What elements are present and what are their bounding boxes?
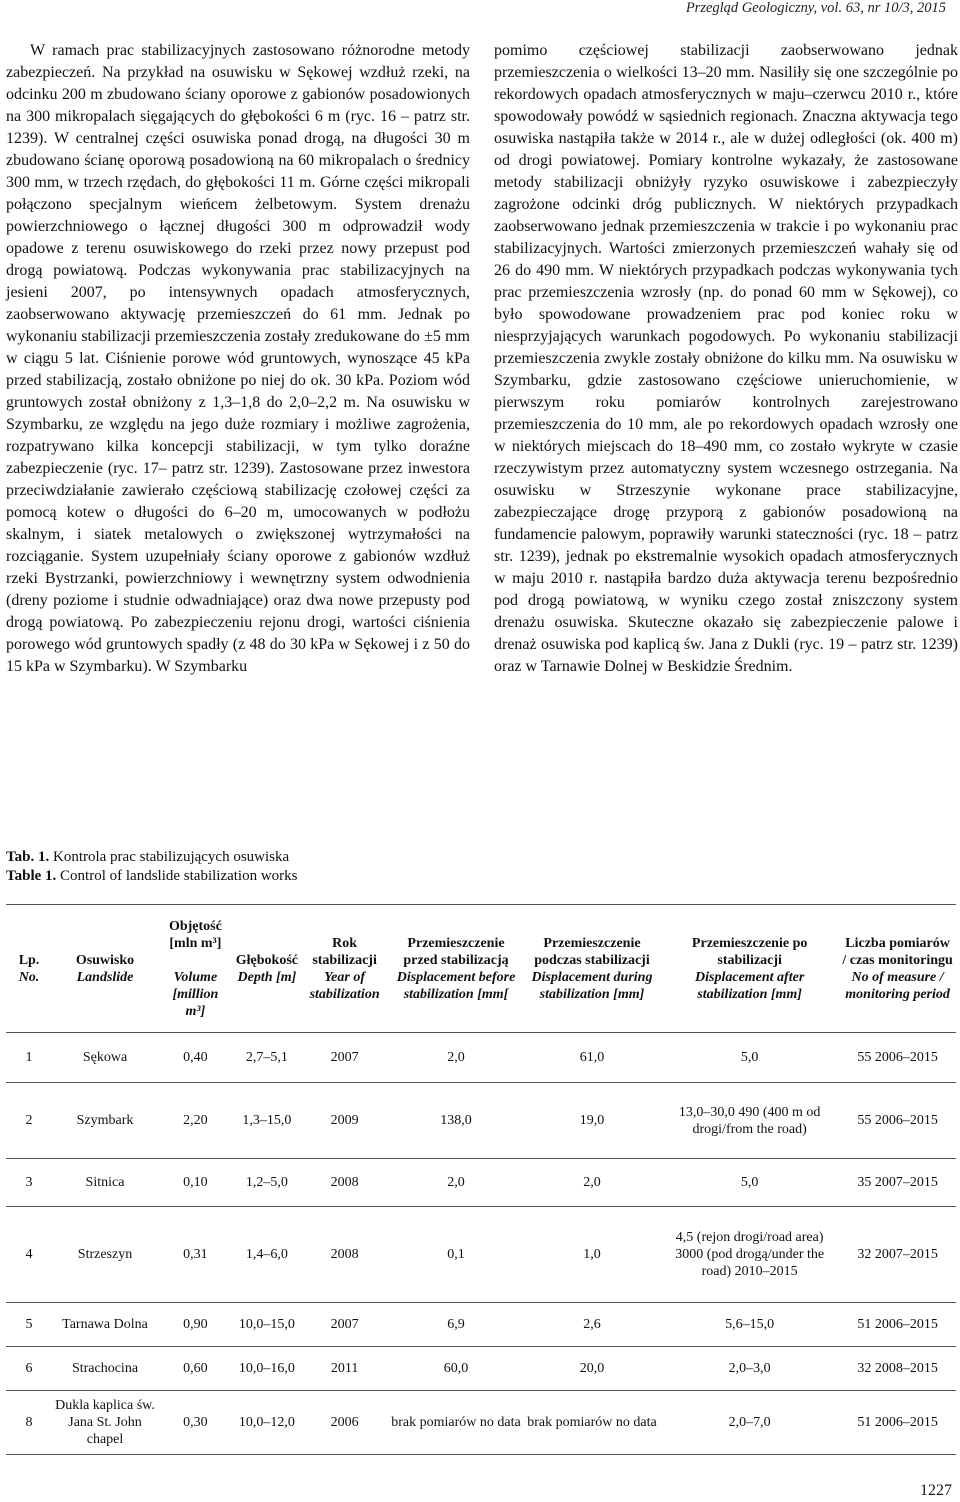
- cell-depth: 2,7–5,1: [233, 1033, 301, 1083]
- cell-year: 2011: [301, 1347, 388, 1391]
- table-row: [6, 1347, 956, 1391]
- page-number: 1227: [920, 1482, 952, 1499]
- table-header-row: [6, 905, 956, 1033]
- cell-monitoring: 32 2008–2015: [839, 1347, 956, 1391]
- body-text-left-column: [6, 40, 470, 678]
- cell-volume: 0,90: [158, 1303, 233, 1347]
- cell-before: 138,0: [388, 1083, 524, 1159]
- cell-volume: 0,30: [158, 1391, 233, 1455]
- cell-depth: 10,0–12,0: [233, 1391, 301, 1455]
- cell-before: 0,1: [388, 1207, 524, 1303]
- cell-landslide: Sitnica: [52, 1159, 158, 1207]
- cell-before: 6,9: [388, 1303, 524, 1347]
- cell-volume: 0,10: [158, 1159, 233, 1207]
- col-header-before: Przemieszczenie przed stabilizacją Displacement before stabilization [mm[: [388, 905, 524, 1033]
- cell-no: 1: [6, 1033, 52, 1083]
- cell-volume: 0,60: [158, 1347, 233, 1391]
- cell-depth: 1,2–5,0: [233, 1159, 301, 1207]
- cell-after: 4,5 (rejon drogi/road area) 3000 (pod drogą/under the road) 2010–2015: [660, 1207, 839, 1303]
- cell-monitoring: 51 2006–2015: [839, 1303, 956, 1347]
- col-header-landslide: Osuwisko Landslide: [52, 905, 158, 1033]
- table-row: [6, 1083, 956, 1159]
- cell-after: 5,6–15,0: [660, 1303, 839, 1347]
- cell-volume: 0,40: [158, 1033, 233, 1083]
- cell-monitoring: 51 2006–2015: [839, 1391, 956, 1455]
- col-header-year: Rok stabilizacji Year of stabilization: [301, 905, 388, 1033]
- body-text-right-column: [494, 40, 958, 678]
- caption-english: Table 1. Control of landslide stabilization works: [6, 868, 298, 884]
- cell-monitoring: 55 2006–2015: [839, 1033, 956, 1083]
- stabilization-table: [6, 904, 956, 1455]
- cell-year: 2007: [301, 1033, 388, 1083]
- cell-volume: 2,20: [158, 1083, 233, 1159]
- cell-before: 2,0: [388, 1033, 524, 1083]
- cell-depth: 10,0–15,0: [233, 1303, 301, 1347]
- cell-no: 2: [6, 1083, 52, 1159]
- cell-year: 2007: [301, 1303, 388, 1347]
- cell-landslide: Strachocina: [52, 1347, 158, 1391]
- cell-volume: 0,31: [158, 1207, 233, 1303]
- cell-after: 13,0–30,0 490 (400 m od drogi/from the road): [660, 1083, 839, 1159]
- cell-no: 8: [6, 1391, 52, 1455]
- table-row: [6, 1159, 956, 1207]
- col-header-after: Przemieszczenie po stabilizacji Displacement after stabilization [mm]: [660, 905, 839, 1033]
- cell-during: brak pomiarów no data: [524, 1391, 660, 1455]
- cell-year: 2008: [301, 1159, 388, 1207]
- cell-depth: 1,3–15,0: [233, 1083, 301, 1159]
- caption-polish: Tab. 1. Kontrola prac stabilizujących osuwiska: [6, 849, 290, 865]
- cell-landslide: Strzeszyn: [52, 1207, 158, 1303]
- cell-during: 20,0: [524, 1347, 660, 1391]
- cell-monitoring: 55 2006–2015: [839, 1083, 956, 1159]
- cell-depth: 1,4–6,0: [233, 1207, 301, 1303]
- cell-before: brak pomiarów no data: [388, 1391, 524, 1455]
- col-header-during: Przemieszczenie podczas stabilizacji Displacement during stabilization [mm]: [524, 905, 660, 1033]
- cell-after: 5,0: [660, 1159, 839, 1207]
- cell-landslide: Sękowa: [52, 1033, 158, 1083]
- col-header-depth: Głębokość Depth [m]: [233, 905, 301, 1033]
- cell-after: 2,0–7,0: [660, 1391, 839, 1455]
- cell-no: 6: [6, 1347, 52, 1391]
- cell-during: 2,0: [524, 1159, 660, 1207]
- table-caption: [6, 848, 298, 886]
- cell-no: 4: [6, 1207, 52, 1303]
- cell-year: 2009: [301, 1083, 388, 1159]
- cell-landslide: Szymbark: [52, 1083, 158, 1159]
- cell-depth: 10,0–16,0: [233, 1347, 301, 1391]
- cell-during: 1,0: [524, 1207, 660, 1303]
- cell-landslide: Dukla kaplica św. Jana St. John chapel: [52, 1391, 158, 1455]
- cell-landslide: Tarnawa Dolna: [52, 1303, 158, 1347]
- cell-during: 61,0: [524, 1033, 660, 1083]
- cell-before: 2,0: [388, 1159, 524, 1207]
- paragraph-left: W ramach prac stabilizacyjnych zastosowano różnorodne metody zabezpieczeń. Na przykład na osuwisku w Sękowej wzdłuż rzeki, na odcinku 200 m zbudowano ściany oporowe z gabionów posadowionych na 300 mikropalach sięgających do głębokości 6 m (ryc. 16 – patrz str. 1239). W centralnej części osuwiska ponad drogą, na długości 30 m zbudowano ścianę oporową posadowioną na 60 mikropalach o średnicy 300 mm, w trzech rzędach, do głębokości 11 m. Górne części mikropali połączono specjalnym wieńcem żelbetowym. System drenażu powierzchniowego o łącznej długości 300 m odprowadził wody opadowe z terenu osuwiskowego do rzeki przez nowy przepust pod drogą powiatową. Podczas wykonywania prac stabilizacyjnych na jesieni 2007, po intensywnych opadach atmosferycznych, zaobserwowano aktywację przemieszczeń do 61 mm. Jednak po wykonaniu stabilizacji przemieszczenia zostały zredukowane do ±5 mm w ciągu 5 lat. Ciśnienie porowe wód gruntowych, wynoszące 45 kPa przed stabilizacją, zostało obniżone po niej do ok. 30 kPa. Poziom wód gruntowych został obniżony z 1,3–1,8 do 2,0–2,2 m. Na osuwisku w Szymbarku, ze względu na jego duże rozmiary i możliwe zagrożenia, rozpatrywano kilka koncepcji stabilizacji, w tym tylko doraźne zabezpieczenie (ryc. 17– patrz str. 1239). Zastosowane przez inwestora przeciwdziałanie zawierało częściową stabilizację czołowej części za pomocą kotew o długości do 6–20 m, umocowanych w podłożu skalnym, i siatek metalowych o zwiększonej wytrzymałości na rozciąganie. System uzupełniały ściany oporowe z gabionów wzdłuż rzeki Bystrzanki, powierzchniowy i wewnętrzny system odwodnienia (dreny poziome i studnie odwadniające) oraz dwa nowe przepusty pod drogą powiatową. Po zabezpieczeniu rejonu drogi, wartości ciśnienia porowego wód gruntowych spadły (z 48 do 30 kPa w Sękowej i z 50 do 15 kPa w Szymbarku). W Szymbarku: [6, 42, 470, 675]
- col-header-monitoring: Liczba pomiarów / czas monitoringu No of measure / monitoring period: [839, 905, 956, 1033]
- paragraph-right: pomimo częściowej stabilizacji zaobserwowano jednak przemieszczenia o wielkości 13–20 mm. Nasiliły się one szczególnie po rekordowych opadach atmosferycznych w maju–czerwcu 2010 r., które spowodowały powódź w sąsiednich regionach. Znaczna aktywacja tego osuwiska nastąpiła także w 2014 r., ale w dużej odległości (ok. 400 m) od drogi powiatowej. Pomiary kontrolne wykazały, że zastosowane metody stabilizacji obniżyły ryzyko osuwiskowe i zabezpieczyły zagrożone odcinki dróg publicznych. W niektórych przypadkach zaobserwowano jednak przemieszczenia w trakcie i po wykonaniu prac stabilizacyjnych. Wartości zmierzonych przemieszczeń wahały się od 26 do 490 mm. W niektórych przypadkach podczas wykonywania tych prac przemieszczenia wzrosły (np. do ponad 60 mm w Sękowej), co było spowodowane prowadzeniem prac pod koniec roku w niesprzyjających warunkach pogodowych. Po wykonaniu stabilizacji przemieszczenia zwykle zostały obniżone do kilku mm. Na osuwisku w Szymbarku, gdzie zastosowano częściowe unieruchomienie, w pierwszym roku pomiarów kontrolnych zarejestrowano przemieszczenia do 10 mm, ale po rekordowych opadach wzrosły one w niektórych miejscach do 18–490 mm, co zostało wykryte w czasie rzeczywistym przez automatyczny system wczesnego ostrzegania. Na osuwisku w Strzeszynie wykonane prace stabilizacyjne, zabezpieczające drogę przyporą z gabionów posadowioną na fundamencie palowym, poprawiły warunki stateczności (ryc. 18 – patrz str. 1239), jednak po ekstremalnie wysokich opadach atmosferycznych w maju 2010 r. nastąpiła bardzo duża aktywacja terenu bezpośrednio pod drogą powiatową, w wyniku czego został zniszczony system drenażu osuwiska. Skuteczne okazało się zabezpieczenie palowe i drenaż osuwiska pod kaplicą św. Jana z Dukli (ryc. 19 – patrz str. 1239) oraz w Tarnawie Dolnej w Beskidzie Średnim.: [494, 42, 958, 675]
- journal-header: Przegląd Geologiczny, vol. 63, nr 10/3, 2015: [685, 0, 946, 16]
- table-row: [6, 1207, 956, 1303]
- cell-after: 2,0–3,0: [660, 1347, 839, 1391]
- cell-after: 5,0: [660, 1033, 839, 1083]
- cell-monitoring: 32 2007–2015: [839, 1207, 956, 1303]
- cell-during: 19,0: [524, 1083, 660, 1159]
- cell-no: 3: [6, 1159, 52, 1207]
- col-header-volume: Objętość [mln m³] Volume [million m³]: [158, 905, 233, 1033]
- cell-year: 2008: [301, 1207, 388, 1303]
- cell-year: 2006: [301, 1391, 388, 1455]
- cell-monitoring: 35 2007–2015: [839, 1159, 956, 1207]
- table-row: [6, 1033, 956, 1083]
- col-header-no: Lp. No.: [6, 905, 52, 1033]
- cell-no: 5: [6, 1303, 52, 1347]
- table-row: [6, 1391, 956, 1455]
- cell-before: 60,0: [388, 1347, 524, 1391]
- cell-during: 2,6: [524, 1303, 660, 1347]
- table-row: [6, 1303, 956, 1347]
